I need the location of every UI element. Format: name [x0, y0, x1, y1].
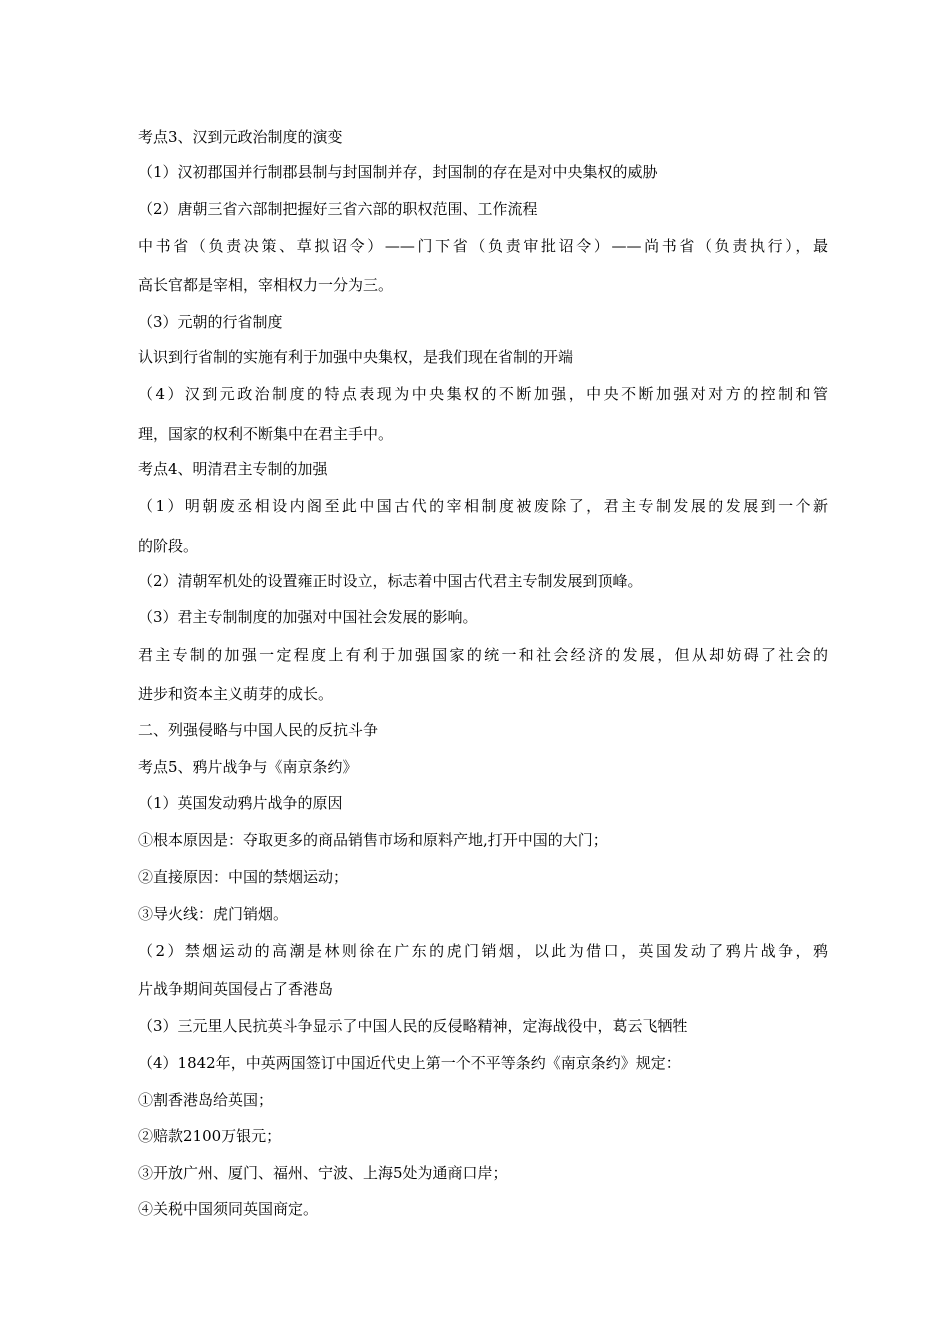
text-line: （4）汉到元政治制度的特点表现为中央集权的不断加强，中央不断加强对对方的控制和管 [138, 385, 828, 403]
heading-kaodian-5: 考点5、鸦片战争与《南京条约》 [138, 758, 358, 776]
text-line: 片战争期间英国侵占了香港岛 [138, 980, 334, 998]
text-line: （2）清朝军机处的设置雍正时设立，标志着中国古代君主专制发展到顶峰。 [138, 572, 643, 590]
list-item: ④关税中国须同英国商定。 [138, 1200, 319, 1218]
text-line: （2）禁烟运动的高潮是林则徐在广东的虎门销烟，以此为借口，英国发动了鸦片战争，鸦 [138, 942, 828, 960]
list-item: ③开放广州、厦门、福州、宁波、上海5处为通商口岸； [138, 1164, 508, 1182]
text-line: （1）明朝废丞相设内阁至此中国古代的宰相制度被废除了，君主专制发展的发展到一个新 [138, 497, 828, 515]
section-heading: 二、列强侵略与中国人民的反抗斗争 [138, 721, 379, 739]
text-line: 的阶段。 [138, 537, 199, 555]
text-line: 中书省（负责决策、草拟诏令）——门下省（负责审批诏令）——尚书省（负责执行），最 [138, 237, 828, 255]
text-line: 进步和资本主义萌芽的成长。 [138, 685, 334, 703]
text-line: 高长官都是宰相，宰相权力一分为三。 [138, 276, 394, 294]
text-line: （1）英国发动鸦片战争的原因 [138, 794, 343, 812]
text-line: （3）三元里人民抗英斗争显示了中国人民的反侵略精神，定海战役中，葛云飞牺牲 [138, 1017, 688, 1035]
list-item: ②赔款2100万银元； [138, 1127, 282, 1145]
text-line: （2）唐朝三省六部制把握好三省六部的职权范围、工作流程 [138, 200, 538, 218]
text-line: （1）汉初郡国并行制郡县制与封国制并存，封国制的存在是对中央集权的威胁 [138, 163, 658, 181]
list-item: ①根本原因是：夺取更多的商品销售市场和原料产地,打开中国的大门； [138, 831, 608, 849]
text-line: 认识到行省制的实施有利于加强中央集权，是我们现在省制的开端 [138, 348, 574, 366]
text-line: 君主专制的加强一定程度上有利于加强国家的统一和社会经济的发展，但从却妨碍了社会的 [138, 646, 828, 664]
heading-kaodian-4: 考点4、明清君主专制的加强 [138, 460, 328, 478]
text-line: （3）元朝的行省制度 [138, 313, 283, 331]
text-line: （3）君主专制制度的加强对中国社会发展的影响。 [138, 608, 478, 626]
list-item: ①割香港岛给英国； [138, 1091, 274, 1109]
list-item: ②直接原因：中国的禁烟运动； [138, 868, 349, 886]
text-line: （4）1842年，中英两国签订中国近代史上第一个不平等条约《南京条约》规定： [138, 1054, 681, 1072]
text-line: 理，国家的权利不断集中在君主手中。 [138, 425, 394, 443]
heading-kaodian-3: 考点3、汉到元政治制度的演变 [138, 128, 343, 146]
list-item: ③导火线：虎门销烟。 [138, 905, 289, 923]
